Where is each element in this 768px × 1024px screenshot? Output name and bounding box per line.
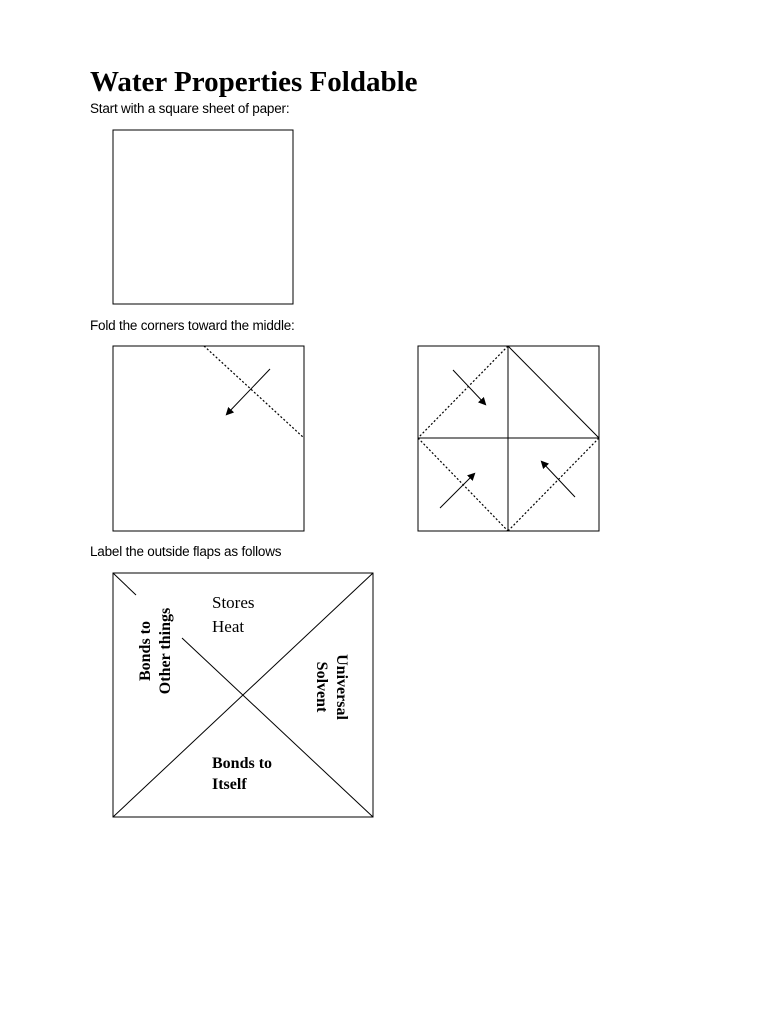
- step3-instruction: Label the outside flaps as follows: [90, 544, 282, 559]
- folded-corner-edge: [508, 346, 599, 438]
- fold-corner-square: [113, 346, 304, 531]
- flap-left-label-line1: Bonds to: [137, 620, 154, 682]
- flap-bottom-label-line2: Itself: [212, 776, 247, 793]
- step2-instruction: Fold the corners toward the middle:: [90, 318, 295, 333]
- fold-line-dotted: [204, 346, 304, 438]
- fold-corner-diagram: [113, 346, 304, 531]
- diagonal-short-segment: [113, 573, 136, 595]
- flap-left-label-line2: Other things: [157, 607, 174, 695]
- step1-instruction: Start with a square sheet of paper:: [90, 101, 290, 116]
- flap-top-label-line1: Stores: [212, 593, 255, 612]
- labeled-flaps-diagram: [113, 573, 373, 817]
- partially-folded-diagram: [418, 346, 599, 531]
- flap-right-label-line1: Universal: [333, 654, 350, 720]
- fold-line-bottom-right: [508, 438, 599, 531]
- fold-arrow: [227, 369, 270, 414]
- fold-line-top-left: [418, 346, 508, 438]
- flap-top-label-line2: Heat: [212, 617, 245, 636]
- square-sheet-diagram: [113, 130, 293, 304]
- flap-bottom-label-line1: Bonds to: [212, 755, 273, 772]
- flap-right-label-line2: Solvent: [313, 661, 330, 713]
- page-title: Water Properties Foldable: [90, 66, 418, 98]
